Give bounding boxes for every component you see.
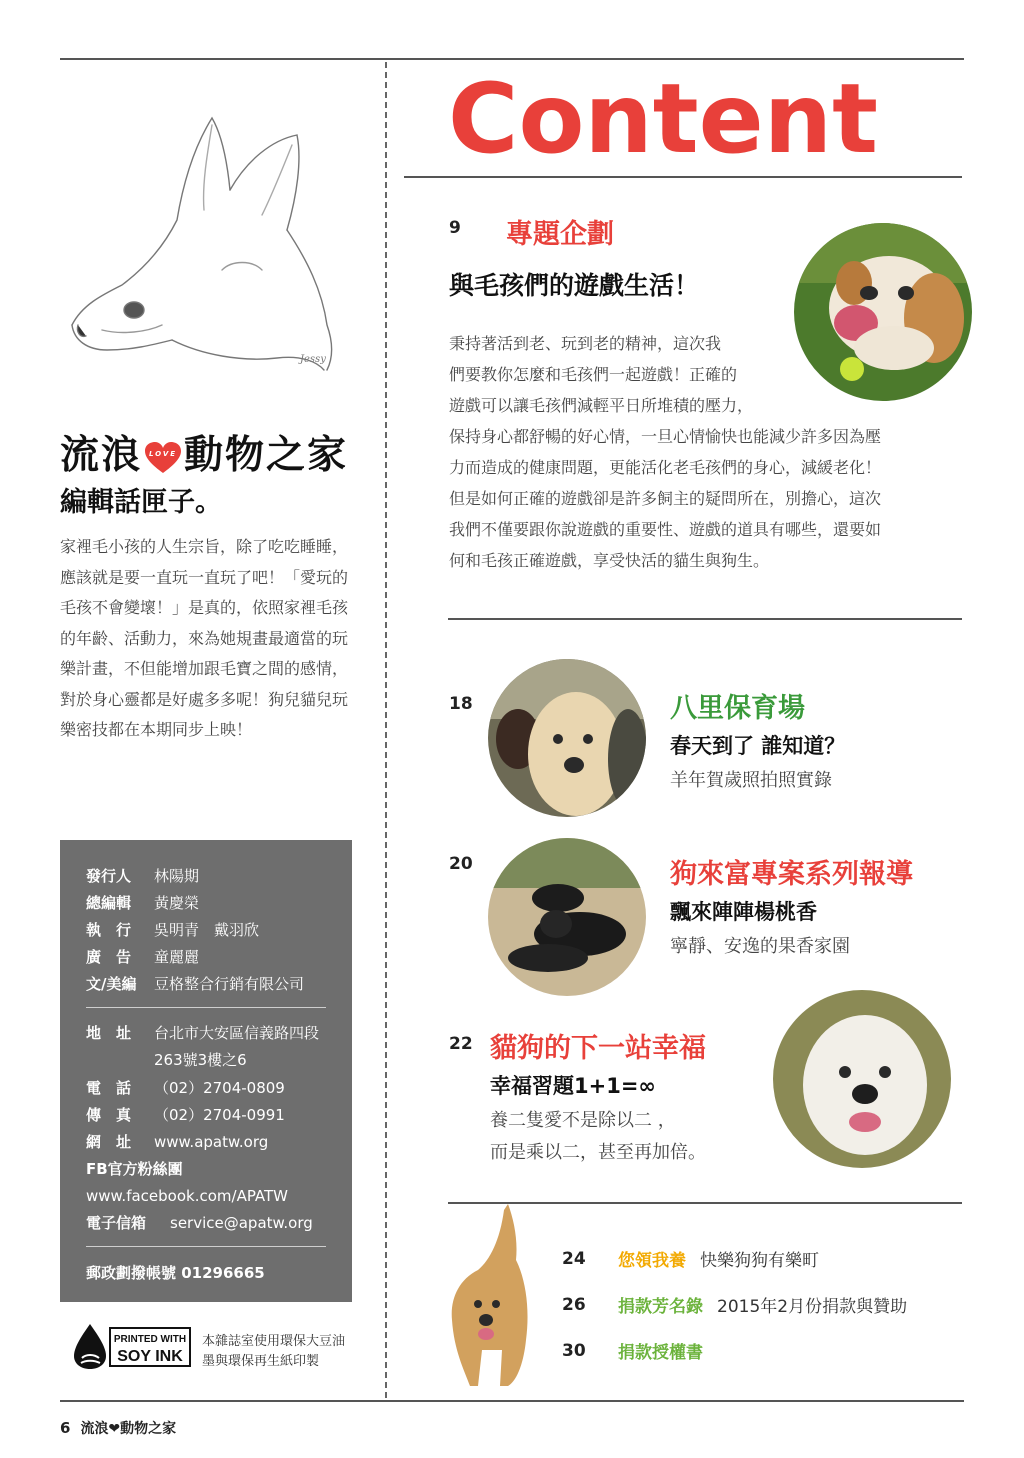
list-item[interactable] bbox=[562, 1338, 717, 1363]
masthead-subtitle: 編輯話匣子。 bbox=[60, 487, 222, 518]
title-rule bbox=[404, 176, 962, 178]
info-value: 豆格整合行銷有限公司 bbox=[154, 975, 305, 993]
list-description: 2015年2月份捐款與贊助 bbox=[717, 1297, 908, 1317]
email-link[interactable]: service@apatw.org bbox=[170, 1213, 313, 1232]
website-link[interactable]: www.apatw.org bbox=[154, 1132, 269, 1151]
article-page-number: 22 bbox=[449, 1034, 473, 1054]
feature-body-line: 們要教你怎麼和毛孩們一起遊戲！正確的 bbox=[449, 365, 738, 384]
info-key: 傳 真 bbox=[86, 1106, 132, 1124]
info-value: （02）2704-0991 bbox=[154, 1106, 285, 1124]
feature-body bbox=[449, 328, 963, 576]
info-value: 台北市大安區信義路四段263號3樓之6 bbox=[154, 1024, 320, 1069]
list-page-number: 24 bbox=[562, 1248, 586, 1269]
info-key: 電 話 bbox=[86, 1079, 132, 1097]
editor-note: 家裡毛小孩的人生宗旨，除了吃吃睡睡，應該就是要一直玩一直玩了吧！「愛玩的毛孩不會變壞！」是真的，依照家裡毛孩的年齡、活動力，來為她規畫最適當的玩樂計畫，不但能增加跟毛寶之間的感情，對於身心靈都是好處多多呢！狗兒貓兒玩樂密技都在本期同步上映！ bbox=[60, 537, 349, 739]
article-subtext: 養二隻愛不是除以二 ， bbox=[490, 1110, 676, 1131]
list-section-label: 您領我養 bbox=[618, 1251, 686, 1271]
content-title: Content bbox=[448, 63, 878, 175]
article-section-title[interactable]: 貓狗的下一站幸福 bbox=[490, 1033, 706, 1064]
feature-body-line: 保持身心都舒暢的好心情，一旦心情愉快也能減少許多因為壓 bbox=[449, 427, 882, 446]
info-key: 總編輯 bbox=[86, 894, 132, 912]
feature-section-title[interactable]: 專題企劃 bbox=[506, 219, 614, 250]
list-item[interactable] bbox=[562, 1292, 907, 1317]
info-value: 吳明青 戴羽欣 bbox=[154, 921, 260, 939]
folio-brand: 流浪❤動物之家 bbox=[80, 1421, 177, 1437]
white-dog-photo bbox=[773, 990, 951, 1168]
soy-logo-line1: PRINTED WITH bbox=[113, 1334, 187, 1345]
info-key: 執 行 bbox=[86, 921, 132, 939]
info-key: 網 址 bbox=[86, 1133, 132, 1151]
feature-body-line: 但是如何正確的遊戲卻是許多飼主的疑問所在，別擔心，這次 bbox=[449, 489, 882, 508]
article-section-title[interactable]: 八里保育場 bbox=[670, 693, 805, 724]
feature-body-line: 秉持著活到老、玩到老的精神，這次我 bbox=[449, 334, 722, 353]
feature-body-line: 何和毛孩正確遊戲，享受快活的貓生與狗生。 bbox=[449, 551, 770, 570]
column-divider bbox=[385, 62, 387, 1398]
section-rule bbox=[448, 618, 962, 620]
top-rule bbox=[60, 58, 964, 60]
info-value: 童麗麗 bbox=[154, 948, 200, 966]
info-key: 電子信箱 bbox=[86, 1214, 147, 1232]
article-headline: 春天到了 誰知道？ bbox=[670, 734, 846, 758]
page-number: 6 bbox=[60, 1419, 71, 1437]
fb-link[interactable]: www.facebook.com/APATW bbox=[86, 1186, 289, 1205]
info-separator bbox=[86, 1246, 326, 1247]
info-key: 地 址 bbox=[86, 1024, 132, 1042]
feature-body-line: 力而造成的健康問題，更能活化老毛孩們的身心，減緩老化！ bbox=[449, 458, 882, 477]
masthead-part1: 流浪 bbox=[60, 433, 143, 478]
masthead-title bbox=[60, 424, 348, 480]
soy-logo-line2: SOY INK bbox=[117, 1348, 183, 1365]
heart-icon bbox=[144, 441, 182, 475]
sketch-signature: Jessy bbox=[300, 354, 326, 365]
list-page-number: 26 bbox=[562, 1294, 586, 1315]
list-page-number: 30 bbox=[562, 1340, 586, 1361]
article-subtext: 而是乘以二，甚至再加倍。 bbox=[490, 1142, 706, 1163]
feature-body-line: 我們不僅要跟你說遊戲的重要性、遊戲的道具有哪些，還要如 bbox=[449, 520, 882, 539]
list-description: 快樂狗狗有樂町 bbox=[700, 1251, 819, 1271]
info-separator bbox=[86, 1007, 326, 1008]
bottom-rule bbox=[60, 1400, 964, 1402]
feature-page-number: 9 bbox=[449, 218, 461, 238]
standing-dog-photo bbox=[448, 1200, 538, 1390]
feature-body-line: 遊戲可以讓毛孩們減輕平日所堆積的壓力， bbox=[449, 396, 754, 415]
list-section-label: 捐款芳名錄 bbox=[618, 1297, 703, 1317]
list-section-label: 捐款授權書 bbox=[618, 1343, 703, 1363]
chihuahua-sketch-illustration bbox=[62, 100, 352, 390]
black-dogs-photo bbox=[488, 838, 646, 996]
postal-account: 郵政劃撥帳號 01296665 bbox=[86, 1264, 265, 1282]
article-headline: 飄來陣陣楊桃香 bbox=[670, 900, 817, 924]
info-value: 林陽期 bbox=[154, 867, 200, 885]
masthead-part2: 動物之家 bbox=[184, 433, 349, 478]
info-key: 廣 告 bbox=[86, 948, 132, 966]
golden-retriever-photo bbox=[488, 659, 646, 817]
publication-info-box bbox=[60, 840, 352, 1302]
heart-word: LOVE bbox=[148, 449, 178, 458]
soy-ink-logo bbox=[72, 1320, 192, 1370]
article-section-title[interactable]: 狗來富專案系列報導 bbox=[670, 859, 913, 890]
article-headline: 幸福習題1+1=∞ bbox=[490, 1074, 656, 1098]
info-value: （02）2704-0809 bbox=[154, 1079, 285, 1097]
info-key: 發行人 bbox=[86, 867, 132, 885]
fb-label: FB官方粉絲團 bbox=[86, 1160, 183, 1178]
article-subtext: 羊年賀歲照拍照實錄 bbox=[670, 770, 832, 791]
info-value: 黃慶榮 bbox=[154, 894, 200, 912]
eco-print-note: 本雜誌室使用環保大豆油墨與環保再生紙印製 bbox=[202, 1334, 346, 1369]
feature-headline: 與毛孩們的遊戲生活！ bbox=[449, 271, 700, 300]
article-page-number: 18 bbox=[449, 694, 473, 714]
info-key: 文/美編 bbox=[86, 975, 137, 993]
list-item[interactable] bbox=[562, 1246, 819, 1271]
article-page-number: 20 bbox=[449, 854, 473, 874]
article-subtext: 寧靜、安逸的果香家園 bbox=[670, 936, 850, 957]
page-folio bbox=[60, 1418, 176, 1438]
